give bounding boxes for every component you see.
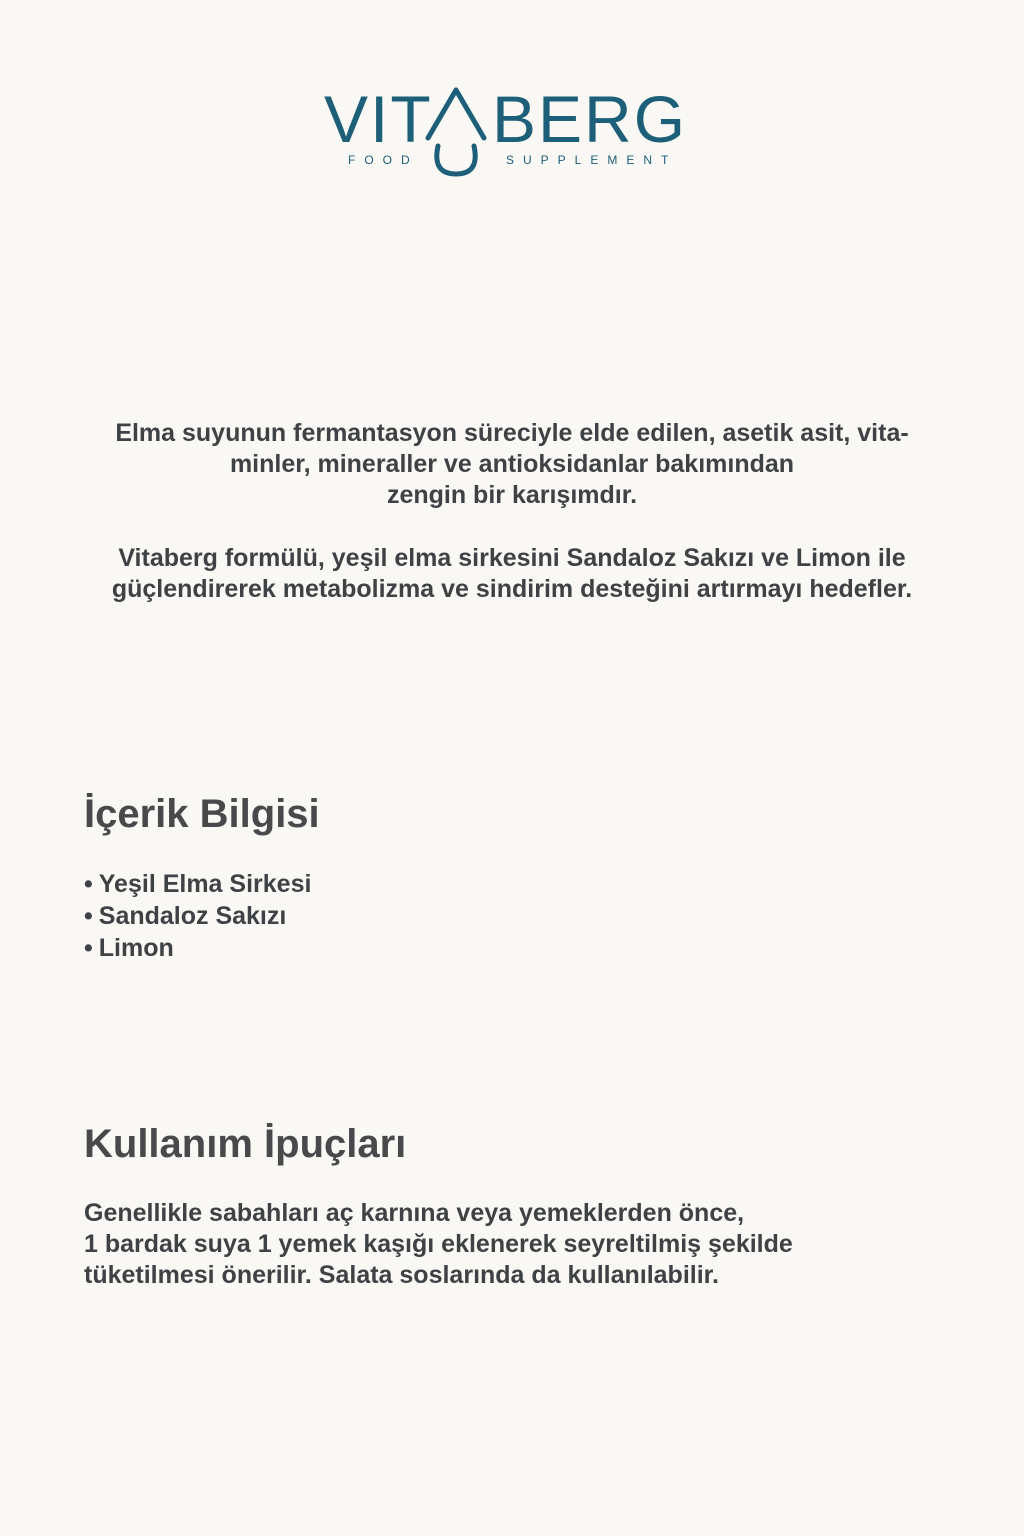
intro-text	[30, 418, 994, 605]
logo-text-left: VIT	[324, 82, 433, 156]
usage-title: Kullanım İpuçları	[84, 1122, 407, 1166]
intro-line: zengin bir karışımdır.	[386, 481, 638, 509]
logo-drop-icon	[428, 90, 484, 174]
ingredients-list	[84, 868, 311, 964]
ingredients-title: İçerik Bilgisi	[84, 792, 320, 836]
usage-line: Genellikle sabahları aç karnına veya yemeklerden önce,	[84, 1199, 745, 1227]
intro-line: Vitaberg formülü, yeşil elma sirkesini Sandaloz Sakızı ve Limon ile	[118, 544, 906, 572]
usage-paragraph	[84, 1198, 964, 1291]
intro-paragraph-2	[30, 543, 994, 605]
usage-line: tüketilmesi önerilir. Salata soslarında da kullanılabilir.	[84, 1261, 719, 1289]
brand-logo	[320, 78, 710, 178]
vitaberg-logo-svg	[320, 78, 710, 178]
intro-line: güçlendirerek metabolizma ve sindirim desteğini artırmayı hedefler.	[111, 575, 913, 603]
list-item: • Yeşil Elma Sirkesi	[84, 868, 311, 900]
usage-line: 1 bardak suya 1 yemek kaşığı eklenerek seyreltilmiş şekilde	[84, 1230, 793, 1258]
intro-line: Elma suyunun fermantasyon süreciyle elde edilen, asetik asit, vita-	[115, 419, 909, 447]
intro-paragraph-1	[30, 418, 994, 511]
logo-text-right: BERG	[492, 82, 688, 156]
logo-tagline-left: FOOD	[348, 153, 419, 167]
list-item: • Sandaloz Sakızı	[84, 900, 311, 932]
list-item: • Limon	[84, 932, 311, 964]
logo-tagline-right: SUPPLEMENT	[506, 153, 678, 167]
intro-line: minler, mineraller ve antioksidanlar bakımından	[229, 450, 795, 478]
usage-text	[84, 1198, 964, 1291]
